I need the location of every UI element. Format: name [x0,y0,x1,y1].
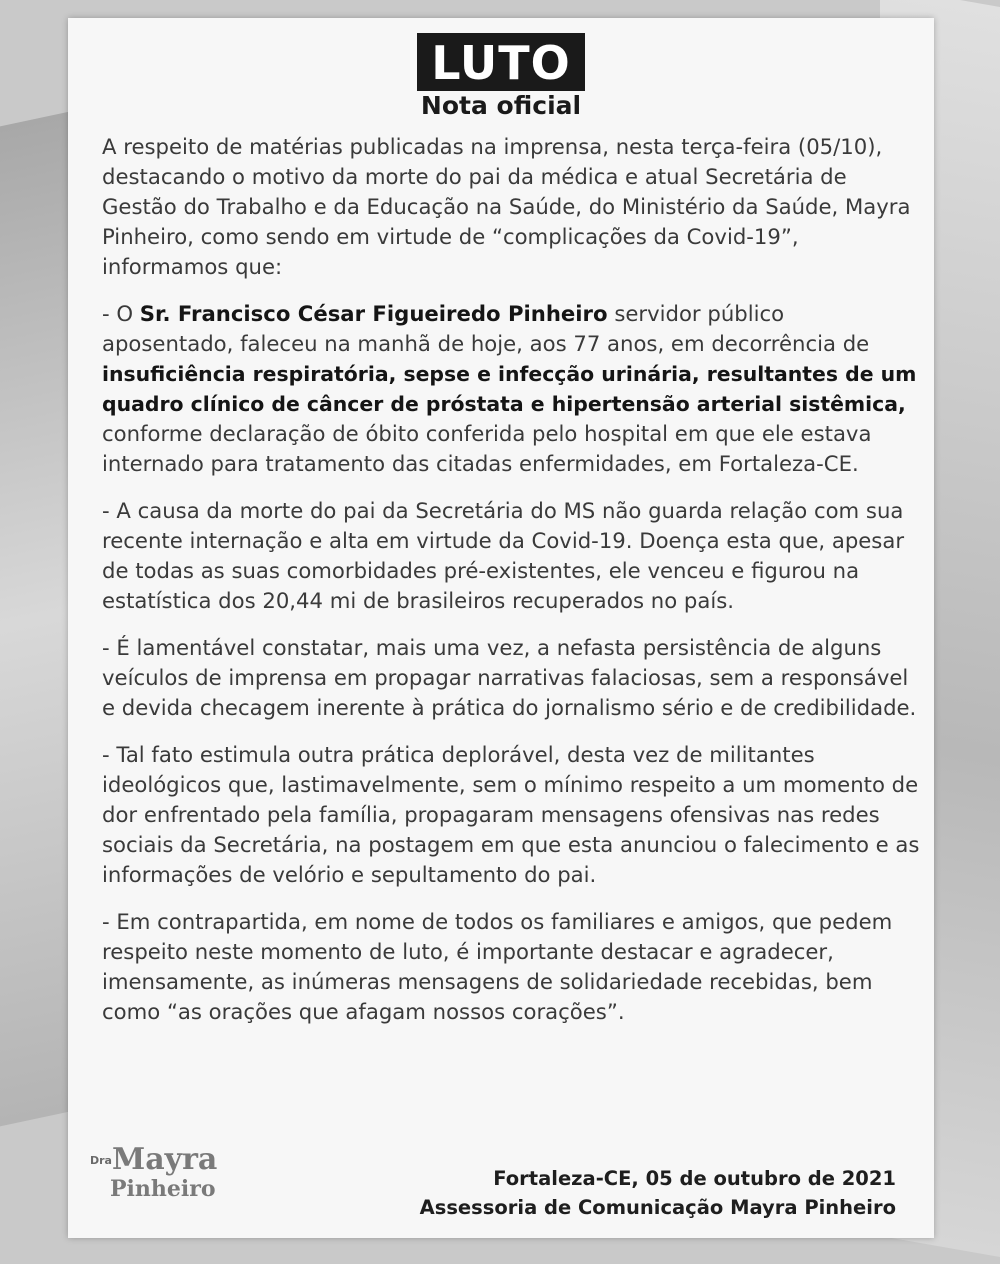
mayra-pinheiro-logo [90,1144,240,1214]
note-footer [420,1164,896,1222]
logo-prefix: Dra [90,1154,112,1167]
p1-prefix: - O [102,301,140,326]
p1-middle: servidor público aposentado, faleceu na manhã de hoje, aos 77 anos, em decorrência de [102,301,870,356]
p1-suffix: conforme declaração de óbito conferida pelo hospital em que ele estava internado para tratamento das citadas enfermidades, em Fortaleza-CE. [102,421,872,476]
causes-of-death: insuficiência respiratória, sepse e infecção urinária, resultantes de um quadro clínico de câncer de próstata e hipertensão arterial sistêmica, [102,362,917,416]
paragraph-gratitude: - Em contrapartida, em nome de todos os familiares e amigos, que pedem respeito neste momento de luto, é importante destacar e agradecer, imensamente, as inúmeras mensagens de solidariedade recebidas, bem como “as orações que afagam nossos corações”. [102,909,893,1024]
signature: Assessoria de Comunicação Mayra Pinheiro [419,1196,896,1219]
logo-name: Mayra [112,1142,218,1177]
logo-surname: Pinheiro [110,1176,216,1202]
intro-paragraph: A respeito de matérias publicadas na imprensa, nesta terça-feira (05/10), destacando o motivo da morte do pai da médica e atual Secretária de Gestão do Trabalho e da Educação na Saúde, do Ministério da Saúde, Mayra Pinheiro, como sendo em virtude de “complicações da Covid-19”, informamos que: [102,134,911,279]
paragraph-press-criticism: - É lamentável constatar, mais uma vez, a nefasta persistência de alguns veículos de imprensa em propagar narrativas falaciosas, sem a responsável e devida checagem inerente à prática do jornalismo sério e de credibilidade. [102,635,917,720]
place-date: Fortaleza-CE, 05 de outubro de 2021 [493,1167,896,1190]
paragraph-cause-of-death [102,299,922,479]
note-subtitle: Nota oficial [420,91,582,120]
note-body [102,132,922,1044]
paragraph-covid-relation: - A causa da morte do pai da Secretária do MS não guarda relação com sua recente internação e alta em virtude da Covid-19. Doença esta que, apesar de todas as suas comorbidades pré-existentes, ele venceu e figurou na estatística dos 20,44 mi de brasileiros recuperados no país. [102,498,905,613]
note-header [68,33,934,121]
official-note [68,18,934,1238]
deceased-name: Sr. Francisco César Figueiredo Pinheiro [139,301,608,326]
paragraph-militants: - Tal fato estimula outra prática deplorável, desta vez de militantes ideológicos que, lastimavelmente, sem o mínimo respeito a um momento de dor enfrentado pela família, propagaram mensagens ofensivas nas redes sociais da Secretária, na postagem em que esta anunciou o falecimento e as informações de velório e sepultamento do pai. [102,742,920,887]
luto-title: LUTO [417,33,585,91]
